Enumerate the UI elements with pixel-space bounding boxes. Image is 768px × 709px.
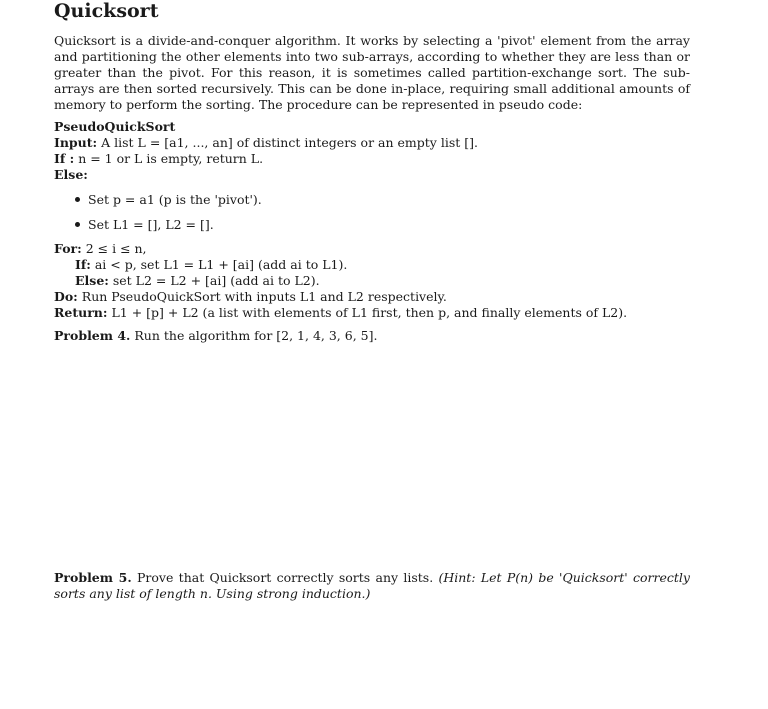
- bullet-dot: [75, 222, 80, 227]
- problem-4-label: Problem 4.: [54, 328, 131, 343]
- return-text: L1 + [p] + L2 (a list with elements of L1 first, then p, and finally elements of L2).: [111, 305, 628, 320]
- problem-5-label: Problem 5.: [54, 570, 132, 585]
- bullet-text: Set L1 = [], L2 = [].: [88, 217, 214, 232]
- problem-4: [54, 328, 377, 344]
- problem-5-hint: (Hint: Let P(n) be 'Quicksort' correctly sorts any list of length n. Using strong induction.): [54, 570, 690, 601]
- inner-else-label: Else:: [75, 273, 109, 288]
- inner-if-label: If:: [75, 257, 91, 272]
- do-text: Run PseudoQuickSort with inputs L1 and L2 respectively.: [81, 289, 447, 304]
- return-line: [54, 305, 627, 321]
- inner-else-line: [75, 273, 320, 289]
- inner-else-text: set L2 = L2 + [ai] (add ai to L2).: [112, 273, 320, 288]
- bullet-text: Set p = a1 (p is the 'pivot').: [88, 192, 262, 207]
- if-line: [54, 151, 263, 167]
- bullet-set-lists: [75, 217, 214, 233]
- for-label: For:: [54, 241, 82, 256]
- problem-4-text: Run the algorithm for [2, 1, 4, 3, 6, 5].: [134, 328, 378, 343]
- input-label: Input:: [54, 135, 98, 150]
- for-text: 2 ≤ i ≤ n,: [85, 241, 147, 256]
- inner-if-text: ai < p, set L1 = L1 + [ai] (add ai to L1).: [94, 257, 348, 272]
- do-label: Do:: [54, 289, 78, 304]
- problem-5-text: Prove that Quicksort correctly sorts any lists.: [137, 570, 434, 585]
- for-line: [54, 241, 147, 257]
- input-text: A list L = [a1, ..., an] of distinct integers or an empty list [].: [101, 135, 478, 150]
- pseudo-title: PseudoQuickSort: [54, 119, 176, 134]
- inner-if-line: [75, 257, 347, 273]
- input-line: [54, 135, 478, 151]
- problem-5: [54, 570, 690, 602]
- return-label: Return:: [54, 305, 108, 320]
- bullet-set-pivot: [75, 192, 262, 208]
- page-title: Quicksort: [54, 0, 159, 22]
- if-label: If :: [54, 151, 75, 166]
- if-text: n = 1 or L is empty, return L.: [78, 151, 264, 166]
- do-line: [54, 289, 447, 305]
- bullet-dot: [75, 197, 80, 202]
- else-label: Else:: [54, 167, 88, 182]
- intro-paragraph: Quicksort is a divide-and-conquer algorithm. It works by selecting a 'pivot' element from the array and partitioning the other elements into two sub-arrays, according to whether they are less than or greater than the pivot. For this reason, it is sometimes called partition-exchange sort. The sub-arrays are then sorted recursively. This can be done in-place, requiring small additional amounts of memory to perform the sorting. The procedure can be represented in pseudo code:: [54, 33, 690, 112]
